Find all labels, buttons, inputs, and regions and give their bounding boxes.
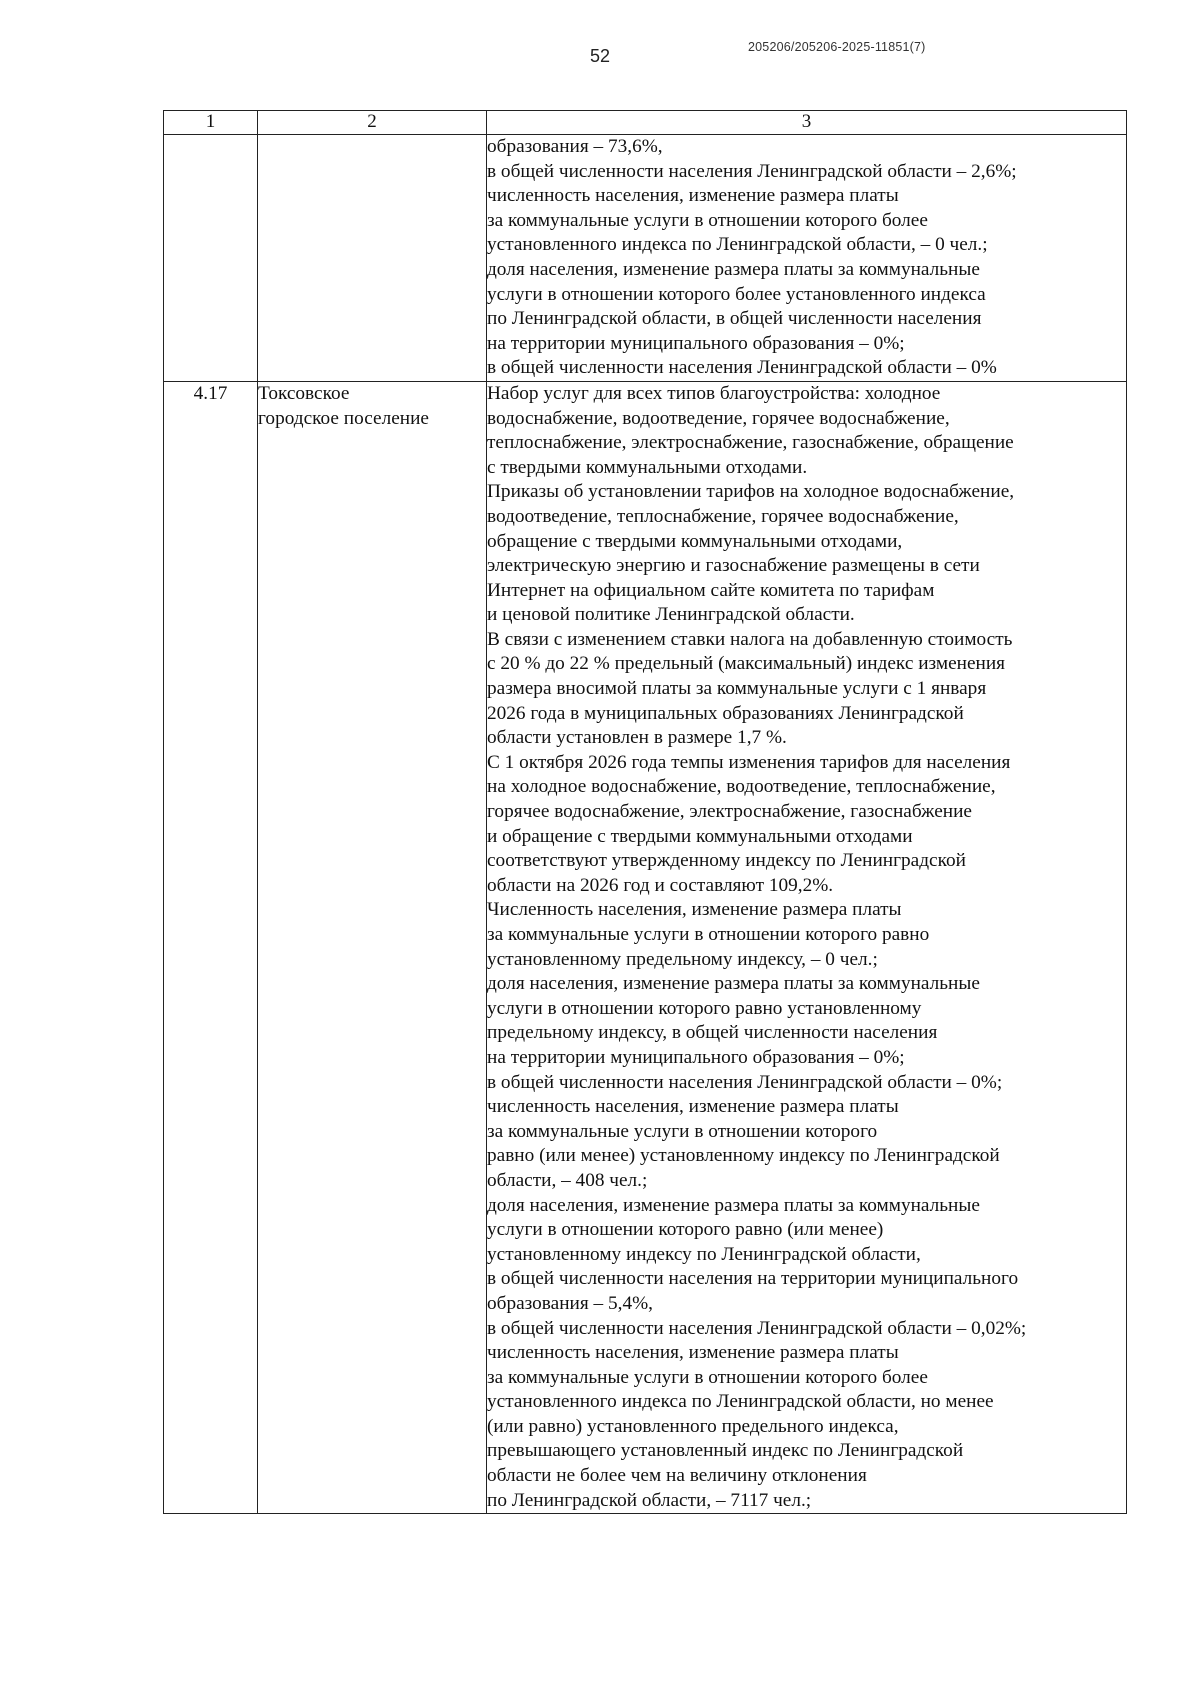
document-id: 205206/205206-2025-11851(7) — [748, 40, 926, 54]
description-line: превышающего установленный индекс по Ленинградской — [487, 1440, 964, 1462]
table-row — [164, 135, 1127, 382]
description-line: горячее водоснабжение, электроснабжение, газоснабжение — [487, 801, 972, 823]
description-line: с твердыми коммунальными отходами. — [487, 456, 808, 478]
description-cell — [487, 135, 1127, 382]
description-line: численность населения, изменение размера платы — [487, 185, 899, 207]
description-line: установленного индекса по Ленинградской области, но менее — [487, 1391, 994, 1413]
row-number-cell: 4.17 — [164, 381, 258, 1513]
row-number-cell — [164, 135, 258, 382]
description-line: в общей численности населения на территории муниципального — [487, 1268, 1019, 1290]
description-line: установленного индекса по Ленинградской области, – 0 чел.; — [487, 234, 988, 256]
description-line: доля населения, изменение размера платы за коммунальные — [487, 973, 980, 995]
description-line: в общей численности населения Ленинградской области – 2,6%; — [487, 160, 1017, 182]
municipality-name-line: городское поселение — [258, 407, 429, 429]
description-line: в общей численности населения Ленинградской области – 0,02%; — [487, 1317, 1027, 1339]
table-header-row — [164, 111, 1127, 135]
description-line: С 1 октября 2026 года темпы изменения тарифов для населения — [487, 751, 1011, 773]
description-line: за коммунальные услуги в отношении которого — [487, 1120, 878, 1142]
description-line: водоотведение, теплоснабжение, горячее водоснабжение, — [487, 505, 959, 527]
description-line: водоснабжение, водоотведение, горячее водоснабжение, — [487, 407, 950, 429]
column-header-1: 1 — [164, 111, 258, 135]
description-line: Численность населения, изменение размера платы — [487, 899, 902, 921]
municipality-name-line: Токсовское — [258, 382, 350, 404]
description-line: размера вносимой платы за коммунальные услуги с 1 января — [487, 678, 987, 700]
description-line: на холодное водоснабжение, водоотведение, теплоснабжение, — [487, 776, 996, 798]
description-line: доля населения, изменение размера платы за коммунальные — [487, 258, 980, 280]
description-line: соответствуют утвержденному индексу по Ленинградской — [487, 850, 966, 872]
description-line: доля населения, изменение размера платы за коммунальные — [487, 1194, 980, 1216]
description-line: по Ленинградской области, в общей численности населения — [487, 308, 982, 330]
municipality-name-cell — [258, 381, 487, 1513]
description-line: за коммунальные услуги в отношении которого более — [487, 209, 928, 231]
description-line: образования – 73,6%, — [487, 136, 663, 157]
description-line: области, – 408 чел.; — [487, 1169, 648, 1191]
column-header-3: 3 — [487, 111, 1127, 135]
description-line: услуги в отношении которого равно установленному — [487, 997, 922, 1019]
description-line: услуги в отношении которого равно (или менее) — [487, 1219, 884, 1241]
description-line: численность населения, изменение размера платы — [487, 1342, 899, 1364]
description-line: установленному предельному индексу, – 0 чел.; — [487, 948, 878, 970]
description-line: области не более чем на величину отклонения — [487, 1465, 867, 1487]
description-line: на территории муниципального образования – 0%; — [487, 332, 905, 354]
description-line: Приказы об установлении тарифов на холодное водоснабжение, — [487, 481, 1015, 503]
description-line: предельному индексу, в общей численности населения — [487, 1022, 938, 1044]
description-line: Набор услуг для всех типов благоустройства: холодное — [487, 382, 941, 404]
description-line: установленному индексу по Ленинградской области, — [487, 1243, 921, 1265]
table-body — [164, 135, 1127, 1514]
description-line: в общей численности населения Ленинградской области – 0%; — [487, 1071, 1003, 1093]
description-line: на территории муниципального образования – 0%; — [487, 1046, 905, 1068]
description-line: электрическую энергию и газоснабжение размещены в сети — [487, 555, 980, 577]
description-line: услуги в отношении которого более установленного индекса — [487, 283, 986, 305]
description-line: по Ленинградской области, – 7117 чел.; — [487, 1489, 812, 1511]
description-line: за коммунальные услуги в отношении которого равно — [487, 924, 930, 945]
municipality-name-cell — [258, 135, 487, 382]
page-number: 52 — [589, 46, 611, 66]
tariff-table — [163, 110, 1127, 1514]
table-row — [164, 381, 1127, 1513]
column-header-2: 2 — [258, 111, 487, 135]
description-line: с 20 % до 22 % предельный (максимальный) индекс изменения — [487, 653, 1006, 675]
description-line: теплоснабжение, электроснабжение, газоснабжение, обращение — [487, 432, 1014, 454]
description-line: 2026 года в муниципальных образованиях Ленинградской — [487, 702, 964, 724]
description-line: равно (или менее) установленному индексу по Ленинградской — [487, 1145, 1000, 1167]
description-line: области на 2026 год и составляют 109,2%. — [487, 874, 834, 896]
description-line: и ценовой политике Ленинградской области. — [487, 604, 855, 626]
description-line: Интернет на официальном сайте комитета по тарифам — [487, 579, 935, 601]
description-line: за коммунальные услуги в отношении которого более — [487, 1366, 928, 1388]
description-line: образования – 5,4%, — [487, 1292, 653, 1314]
description-line: и обращение с твердыми коммунальными отходами — [487, 825, 913, 847]
description-line: в общей численности населения Ленинградской области – 0% — [487, 357, 997, 379]
description-line: обращение с твердыми коммунальными отходами, — [487, 530, 903, 552]
description-line: (или равно) установленного предельного индекса, — [487, 1415, 899, 1437]
description-line: области установлен в размере 1,7 %. — [487, 727, 787, 749]
description-line: В связи с изменением ставки налога на добавленную стоимость — [487, 628, 1013, 650]
description-cell — [487, 381, 1127, 1513]
description-line: численность населения, изменение размера платы — [487, 1096, 899, 1118]
